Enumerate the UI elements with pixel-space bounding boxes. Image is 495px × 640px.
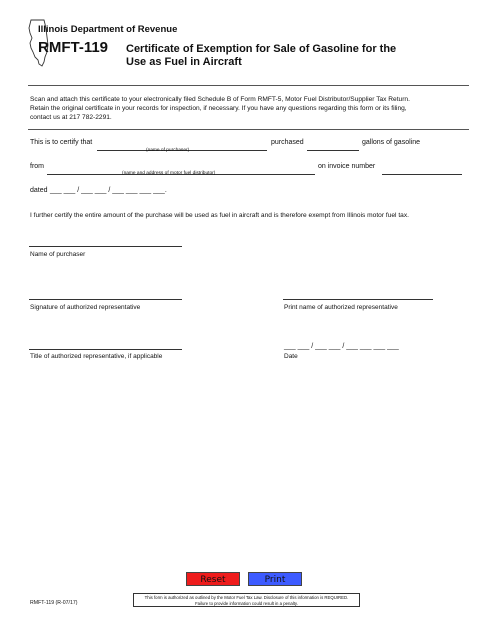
title-label: Title of authorized representative, if applicable [30,353,163,360]
signature-label: Signature of authorized representative [30,304,141,311]
from-label: from [30,163,44,170]
purchaser-name-line[interactable] [29,246,182,247]
dated-label: dated [30,187,48,194]
date-label: Date [284,353,298,360]
invoice-label: on invoice number [318,163,376,170]
print-name-label: Print name of authorized representative [284,304,398,311]
print-button[interactable]: Print [248,572,302,586]
legal-notice [133,593,360,607]
agency-name: Illinois Department of Revenue [38,24,178,35]
reset-button[interactable]: Reset [186,572,240,586]
date-field[interactable]: ___ ___ / ___ ___ / ___ ___ ___ ___ [284,343,399,350]
form-id-footer: RMFT-119 (R-07/17) [30,600,78,606]
exemption-statement: I further certify the entire amount of the purchase will be used as fuel in aircraft and is therefore exempt from Illinois motor fuel tax. [30,212,409,219]
form-title-line-2: Use as Fuel in Aircraft [126,56,242,68]
instructions-line-3: contact us at 217 782-2291. [30,114,112,121]
dated-field[interactable]: ___ ___ / ___ ___ / ___ ___ ___ ___. [50,187,167,194]
certify-prefix: This is to certify that [30,139,93,146]
purchaser-name-label: Name of purchaser [30,251,86,258]
distributor-caption: (name and address of motor fuel distributor) [122,171,216,176]
instructions-divider [28,129,469,130]
purchased-label: purchased [271,139,304,146]
invoice-number-field[interactable] [382,162,462,180]
instructions-line-2: Retain the original certificate in your records for inspection, if necessary. If you have any questions regarding this form or its filing, [30,105,407,112]
print-name-line[interactable] [283,299,433,300]
gallons-field[interactable] [307,138,359,156]
legal-notice-line-1: This form is authorized as outlined by the Motor Fuel Tax Law. Disclosure of this information is REQUIRED. [144,595,349,600]
signature-line[interactable] [29,299,182,300]
gallons-label: gallons of gasoline [362,139,420,146]
header-divider [28,85,469,86]
title-line[interactable] [29,349,182,350]
instructions-line-1: Scan and attach this certificate to your electronically filed Schedule B of Form RMFT-5, Motor Fuel Distributor/Supplier Tax Return. [30,96,410,103]
legal-notice-line-2: Failure to provide information could result in a penalty. [195,600,298,606]
purchaser-caption: (name of purchaser) [146,148,190,153]
form-title-line-1: Certificate of Exemption for Sale of Gasoline for the [126,43,397,55]
form-number: RMFT-119 [38,39,109,56]
